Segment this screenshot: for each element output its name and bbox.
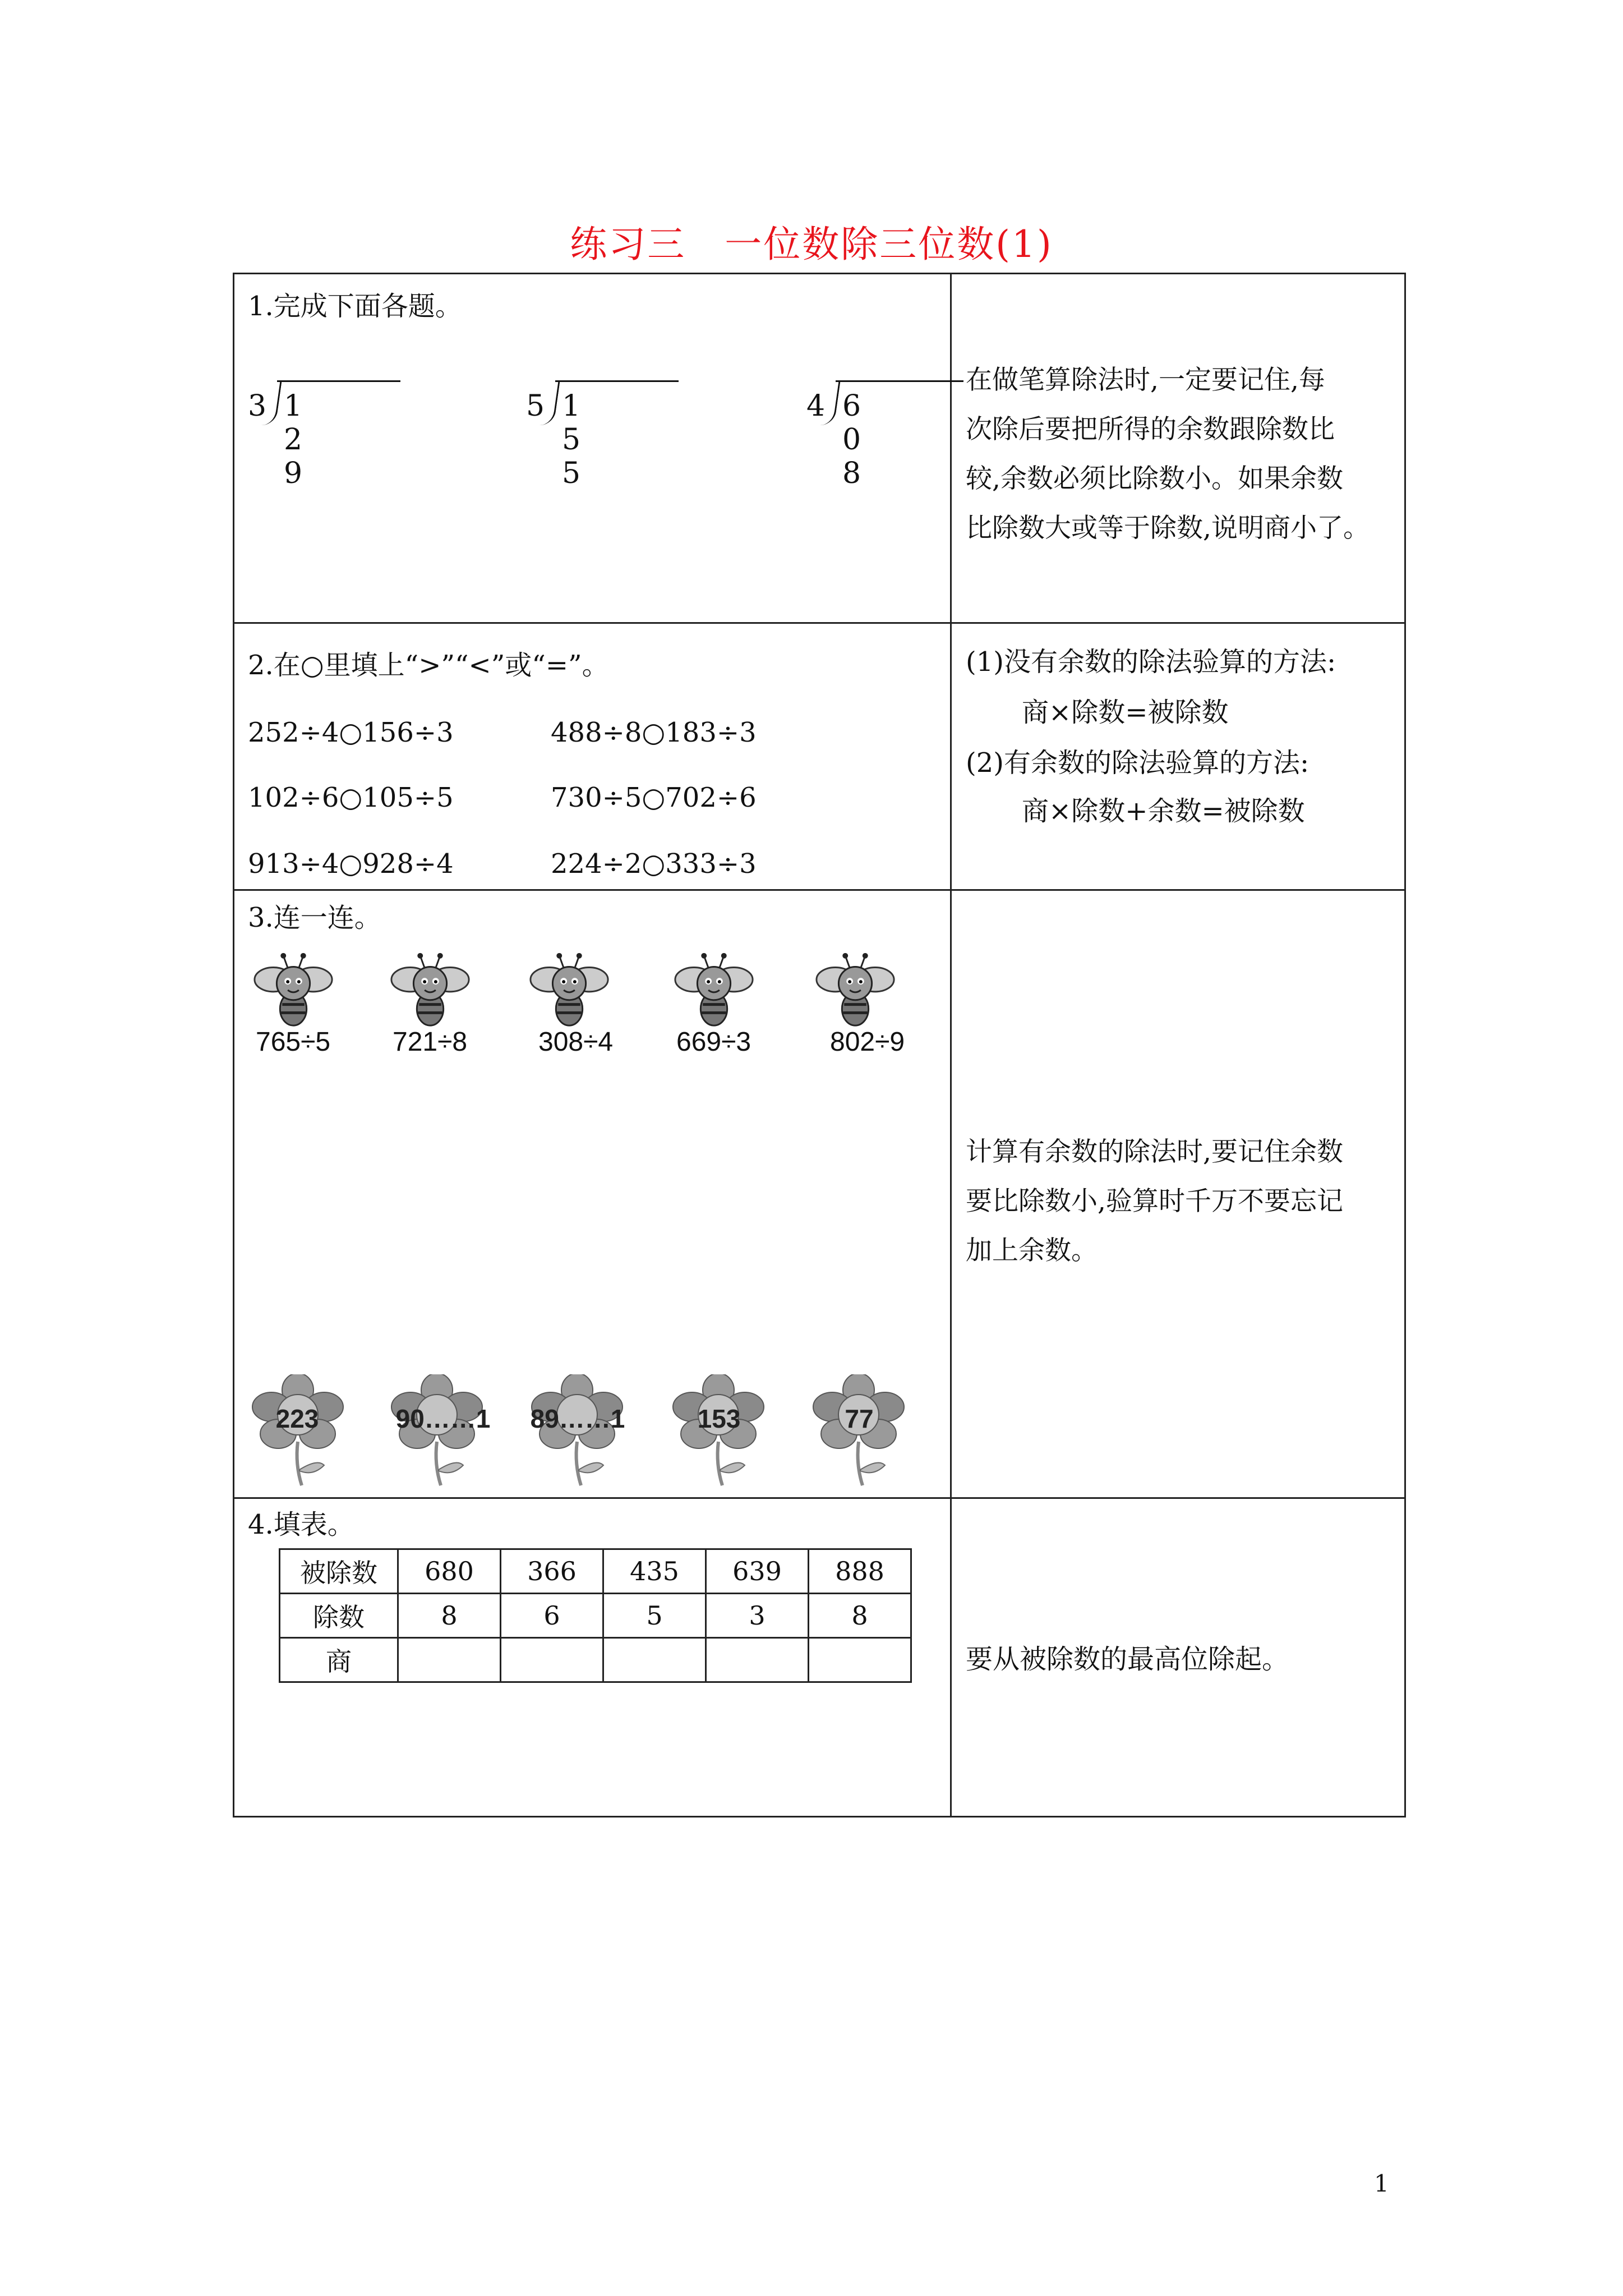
hint-line: 要比除数小,验算时千万不要忘记 — [966, 1186, 1343, 1217]
flower-number: 223 — [275, 1404, 319, 1433]
column-divider — [950, 274, 952, 1816]
q2-hint-line: (1)没有余数的除法验算的方法: — [966, 646, 1336, 678]
q3-label: 3.连一连。 — [248, 902, 381, 933]
compare-item: 488÷8○183÷3 — [551, 717, 757, 748]
q4-label: 4.填表。 — [248, 1509, 354, 1540]
answer-cell[interactable] — [809, 1638, 911, 1682]
table-cell: 639 — [706, 1549, 809, 1594]
q2-hint-line: 商×除数+余数=被除数 — [1022, 795, 1305, 827]
bee-expression: 308÷4 — [538, 1027, 614, 1057]
table-cell: 被除数 — [280, 1549, 398, 1594]
bee-icon — [388, 946, 472, 1030]
table-cell: 435 — [603, 1549, 706, 1594]
table-cell: 366 — [501, 1549, 603, 1594]
q4-hint: 要从被除数的最高位除起。 — [966, 1644, 1289, 1675]
hint-line: 较,余数必须比除数小。如果余数 — [966, 463, 1343, 494]
table-cell: 888 — [809, 1549, 911, 1594]
table-cell: 3 — [706, 1594, 809, 1638]
hint-line: 次除后要把所得的余数跟除数比 — [966, 414, 1335, 445]
table-cell: 商 — [280, 1638, 398, 1682]
row-divider — [234, 622, 1404, 624]
row-divider — [234, 889, 1404, 891]
q2-hint-line: (2)有余数的除法验算的方法: — [966, 747, 1310, 779]
compare-item: 224÷2○333÷3 — [551, 848, 757, 880]
compare-item: 102÷6○105÷5 — [248, 782, 454, 813]
row-divider — [234, 1497, 1404, 1499]
dividend: 1 5 5 — [562, 389, 598, 490]
bee-expression: 721÷8 — [393, 1027, 468, 1057]
divisor: 3 — [248, 389, 267, 423]
answer-cell[interactable] — [603, 1638, 706, 1682]
bee-icon — [251, 946, 335, 1030]
q2-hint-line: 商×除数=被除数 — [1022, 697, 1229, 728]
compare-item: 252÷4○156÷3 — [248, 717, 454, 748]
table-row — [280, 1549, 911, 1594]
flower-number: 89……1 — [530, 1404, 625, 1433]
dividend: 1 2 9 — [284, 389, 320, 490]
table-row — [280, 1638, 911, 1682]
q3-hint — [966, 1128, 1403, 1276]
table-cell: 6 — [501, 1594, 603, 1638]
flower-number: 153 — [697, 1404, 741, 1433]
table-row — [280, 1594, 911, 1638]
hint-line: 加上余数。 — [966, 1235, 1098, 1266]
flower-number: 90……1 — [395, 1404, 491, 1433]
divisor: 5 — [526, 389, 545, 423]
answer-cell[interactable] — [706, 1638, 809, 1682]
bee-icon — [527, 946, 611, 1030]
hint-line: 计算有余数的除法时,要记住余数 — [966, 1137, 1343, 1167]
table-cell: 8 — [398, 1594, 501, 1638]
page-title: 练习三 一位数除三位数(1) — [570, 223, 1053, 266]
hint-line: 比除数大或等于除数,说明商小了。 — [966, 513, 1370, 544]
flower-number: 77 — [845, 1404, 874, 1433]
q1-label: 1.完成下面各题。 — [248, 291, 462, 322]
fill-table — [279, 1548, 912, 1683]
table-cell: 680 — [398, 1549, 501, 1594]
hint-line: 在做笔算除法时,一定要记住,每 — [966, 365, 1325, 395]
table-cell: 除数 — [280, 1594, 398, 1638]
page-number: 1 — [1374, 2170, 1389, 2197]
bee-icon — [672, 946, 756, 1030]
q1-hint — [966, 356, 1403, 553]
bee-icon — [813, 946, 897, 1030]
compare-item: 730÷5○702÷6 — [551, 782, 757, 813]
answer-cell[interactable] — [501, 1638, 603, 1682]
bee-expression: 802÷9 — [830, 1027, 905, 1057]
divisor: 4 — [806, 389, 826, 423]
table-cell: 8 — [809, 1594, 911, 1638]
q2-label: 2.在○里填上“>”“<”或“=”。 — [248, 650, 609, 681]
compare-item: 913÷4○928÷4 — [248, 848, 454, 880]
table-cell: 5 — [603, 1594, 706, 1638]
dividend: 6 0 8 — [842, 389, 878, 490]
bee-expression: 765÷5 — [256, 1027, 331, 1057]
bee-expression: 669÷3 — [676, 1027, 751, 1057]
answer-cell[interactable] — [398, 1638, 501, 1682]
